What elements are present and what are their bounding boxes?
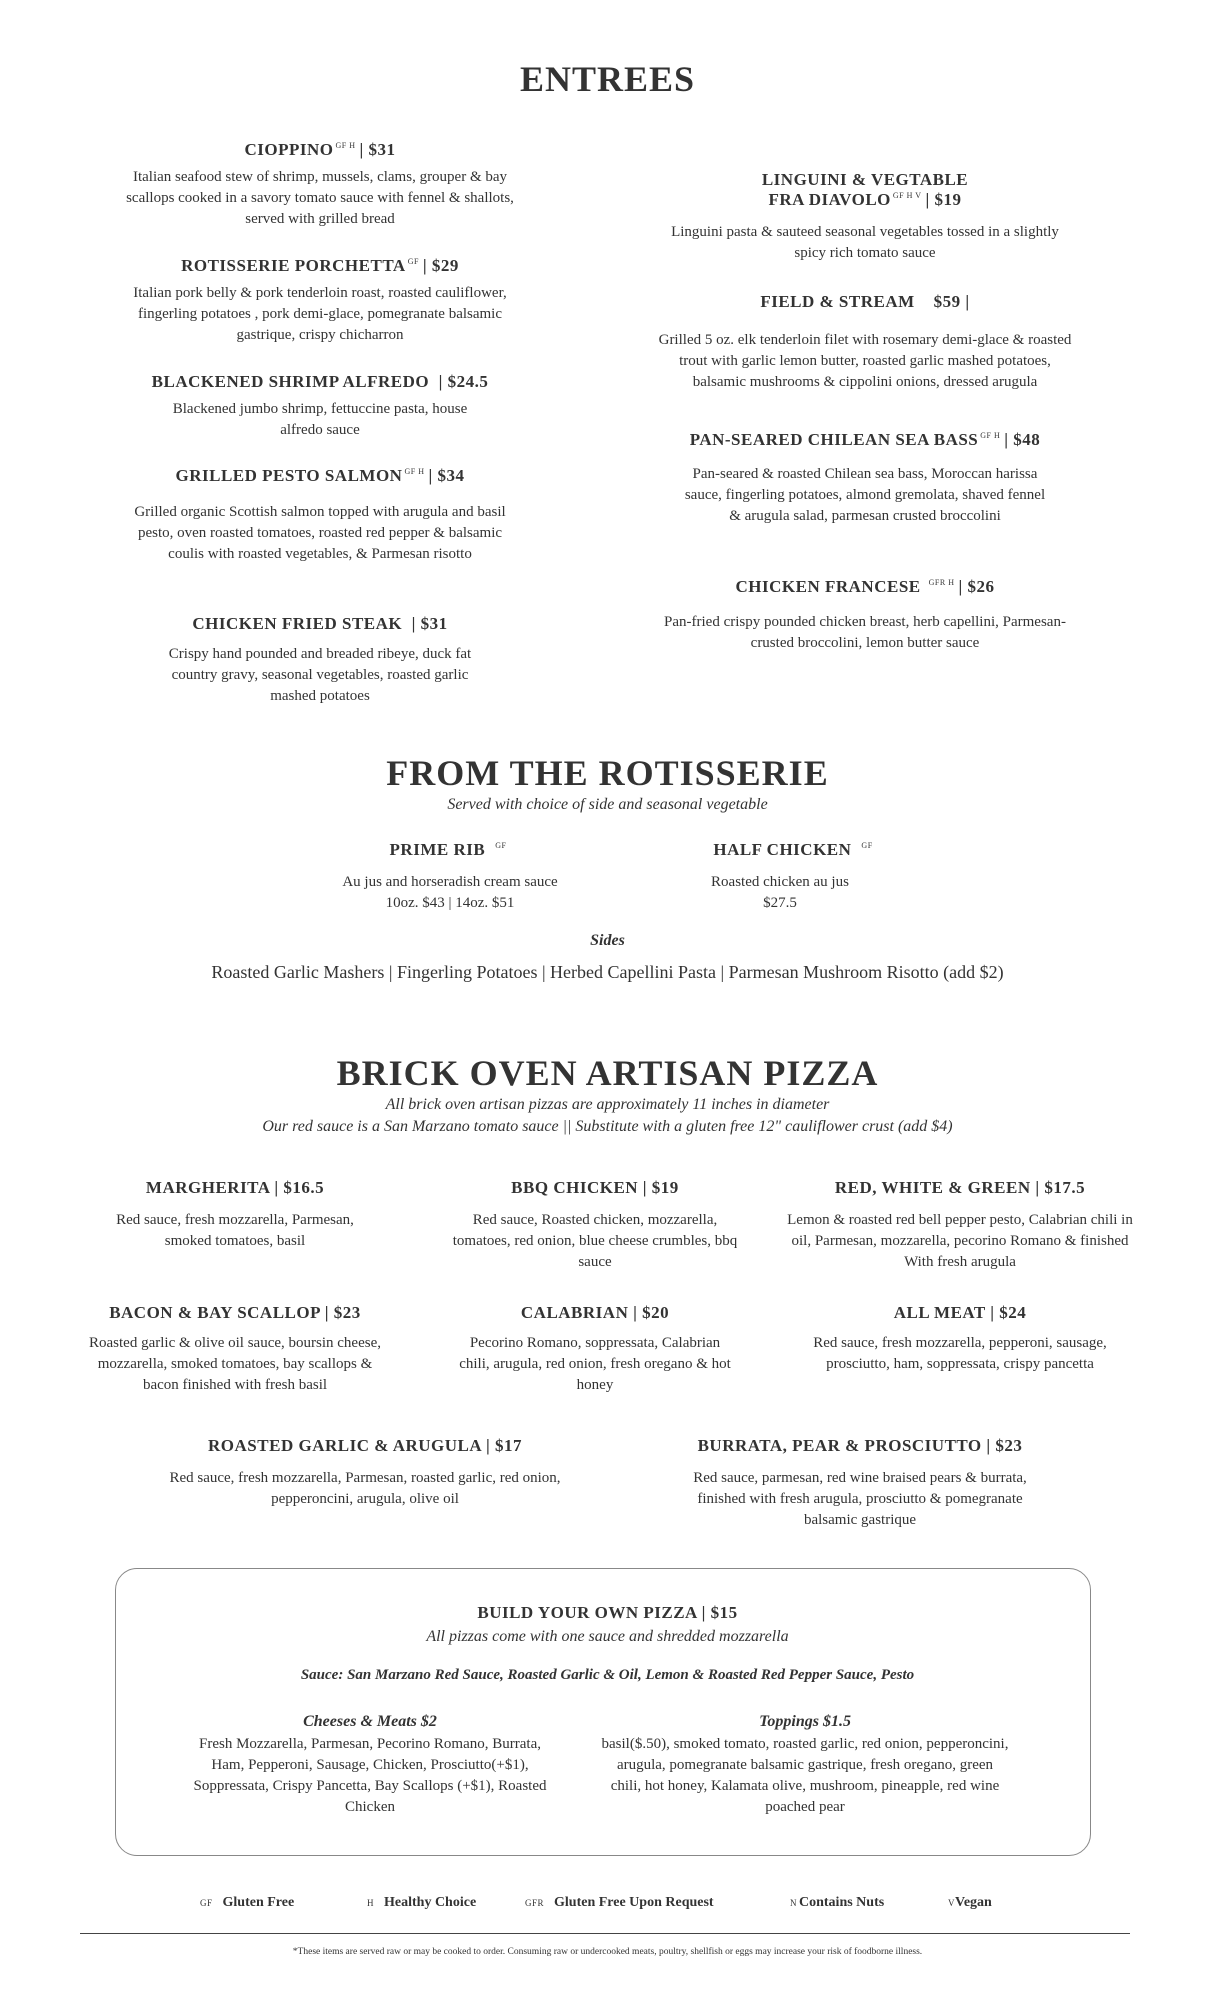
sides-list: Roasted Garlic Mashers | Fingerling Potatoes | Herbed Capellini Pasta | Parmesan Mushroom Risotto (add $2) <box>211 962 1004 982</box>
rotisserie-half-chicken <box>620 840 940 914</box>
toppings-label: Toppings $1.5 <box>759 1713 851 1730</box>
pizza-calabrian <box>455 1303 735 1396</box>
pizza-bacon-bay-scallop <box>80 1303 390 1396</box>
legend-gluten-free-request: GFR Gluten Free Upon Request <box>525 1895 714 1910</box>
footer-divider <box>80 1933 1130 1934</box>
item-description: Roasted garlic & olive oil sauce, boursin cheese, mozzarella, smoked tomatoes, bay scallops & bacon finished with fresh basil <box>89 1335 381 1393</box>
rotisserie-subheading: Served with choice of side and seasonal vegetable <box>447 796 768 813</box>
item-description: Red sauce, Roasted chicken, mozzarella, tomatoes, red onion, blue cheese crumbles, bbq sauce <box>452 1212 738 1270</box>
item-description: Roasted chicken au jus <box>711 874 849 890</box>
item-title: RED, WHITE & GREEN | $17.5 <box>834 1178 1086 1197</box>
pizza-bbq-chicken <box>445 1178 745 1273</box>
item-description: Crispy hand pounded and breaded ribeye, duck fat country gravy, seasonal vegetables, roasted garlic mashed potatoes <box>168 646 472 704</box>
item-title-line1: LINGUINI & VEGTABLE <box>761 170 969 189</box>
pizza-burrata-pear-prosciutto <box>660 1436 1060 1531</box>
build-sauce: Sauce: San Marzano Red Sauce, Roasted Garlic & Oil, Lemon & Roasted Red Pepper Sauce, Pesto <box>300 1667 915 1683</box>
item-title: PRIME RIB $^{GF}$ <box>389 840 507 859</box>
item-title: FRA DIAVOLO $^{GF H V}$ | $19 <box>768 190 962 209</box>
item-title: ALL MEAT | $24 <box>893 1303 1027 1322</box>
item-description: Linguini pasta & sauteed seasonal vegetables tossed in a slightly spicy rich tomato sauce <box>671 224 1059 261</box>
item-title: CIOPPINO $^{GF H}$ | $31 <box>244 140 396 159</box>
build-cheeses-meats <box>185 1713 555 1818</box>
toppings-description: basil($.50), smoked tomato, roasted garlic, red onion, pepperoncini, arugula, pomegranate balsamic gastrique, fresh oregano, green chili, hot honey, Kalamata olive, mushroom, pineapple, red wine poached pear <box>601 1736 1009 1815</box>
item-title: BLACKENED SHRIMP ALFREDO | $24.5 <box>151 372 489 391</box>
legend-vegan: VVegan <box>948 1895 992 1910</box>
footnote: *These items are served raw or may be cooked to order. Consuming raw or undercooked meats, poultry, shellfish or eggs may increase your risk of foodborne illness. <box>292 1947 923 1957</box>
item-title: GRILLED PESTO SALMON $^{GF H}$ | $34 <box>175 466 465 485</box>
item-title: HALF CHICKEN $^{GF}$ <box>713 840 873 859</box>
rotisserie-prime-rib <box>280 840 620 914</box>
build-title: BUILD YOUR OWN PIZZA | $15 <box>477 1603 738 1622</box>
item-title: BBQ CHICKEN | $19 <box>511 1178 679 1197</box>
pizza-note-sauce: Our red sauce is a San Marzano tomato sauce || Substitute with a gluten free 12" cauliflower crust (add $4) <box>262 1118 953 1135</box>
item-description: Italian pork belly & pork tenderloin roast, roasted cauliflower, fingerling potatoes , pork demi-glace, pomegranate balsamic gastrique, crispy chicharron <box>133 285 507 343</box>
item-description: Pan-seared & roasted Chilean sea bass, Moroccan harissa sauce, fingerling potatoes, almond gremolata, shaved fennel & arugula salad, parmesan crusted broccolini <box>684 466 1046 524</box>
entree-fra-diavolo <box>655 170 1075 264</box>
pizza-roasted-garlic-arugula <box>165 1436 565 1510</box>
legend-contains-nuts: N Contains Nuts <box>790 1895 885 1910</box>
entree-field-stream <box>655 292 1075 393</box>
item-description: Grilled 5 oz. elk tenderloin filet with rosemary demi-glace & roasted trout with garlic lemon butter, roasted garlic mashed potatoes, balsamic mushrooms & cippolini onions, dressed arugula <box>658 332 1072 390</box>
entree-chicken-fried-steak <box>110 614 530 707</box>
cheeses-description: Fresh Mozzarella, Parmesan, Pecorino Romano, Burrata, Ham, Pepperoni, Sausage, Chicken, Prosciutto(+$1), Soppressata, Crispy Pancetta, Bay Scallops (+$1), Roasted Chicken <box>193 1736 547 1815</box>
item-description: Pecorino Romano, soppressata, Calabrian chili, arugula, red onion, fresh oregano & hot honey <box>459 1335 731 1393</box>
cheeses-label: Cheeses & Meats $2 <box>303 1713 437 1730</box>
item-description: Red sauce, fresh mozzarella, Parmesan, smoked tomatoes, basil <box>116 1212 354 1249</box>
item-description: Pan-fried crispy pounded chicken breast, herb capellini, Parmesan-crusted broccolini, lemon butter sauce <box>664 614 1066 651</box>
rotisserie-heading: FROM THE ROTISSERIE <box>386 753 829 793</box>
build-toppings <box>600 1713 1010 1818</box>
item-description: Lemon & roasted red bell pepper pesto, Calabrian chili in oil, Parmesan, mozzarella, pecorino Romano & finished With fresh arugula <box>787 1212 1133 1270</box>
entrees-heading: ENTREES <box>519 59 696 99</box>
item-title: BACON & BAY SCALLOP | $23 <box>109 1303 361 1322</box>
legend-healthy-choice: H Healthy Choice <box>367 1895 477 1910</box>
item-title: CALABRIAN | $20 <box>520 1303 670 1322</box>
pizza-note-size: All brick oven artisan pizzas are approximately 11 inches in diameter <box>385 1096 830 1113</box>
item-title: BURRATA, PEAR & PROSCIUTTO | $23 <box>697 1436 1023 1455</box>
sides-label: Sides <box>590 932 625 949</box>
entree-porchetta <box>110 256 530 346</box>
entree-chicken-francese <box>655 577 1075 654</box>
item-title: ROTISSERIE PORCHETTA $^{GF}$ | $29 <box>181 256 459 275</box>
item-description: Red sauce, fresh mozzarella, Parmesan, roasted garlic, red onion, pepperoncini, arugula, olive oil <box>169 1470 561 1507</box>
item-description: Grilled organic Scottish salmon topped with arugula and basil pesto, oven roasted tomatoes, roasted red pepper & balsamic coulis with roasted vegetables, & Parmesan risotto <box>134 504 506 562</box>
item-price: $27.5 <box>763 895 797 911</box>
item-title: CHICKEN FRIED STEAK | $31 <box>192 614 448 633</box>
legend-gluten-free: GF Gluten Free <box>200 1895 295 1910</box>
item-description: Au jus and horseradish cream sauce <box>342 874 558 890</box>
entree-sea-bass <box>655 430 1075 527</box>
pizza-red-white-green <box>780 1178 1140 1273</box>
item-description: Red sauce, parmesan, red wine braised pears & burrata, finished with fresh arugula, prosciutto & pomegranate balsamic gastrique <box>693 1470 1027 1528</box>
build-subtitle: All pizzas come with one sauce and shredded mozzarella <box>426 1628 789 1645</box>
item-price: 10oz. $43 | 14oz. $51 <box>385 895 515 911</box>
item-description: Blackened jumbo shrimp, fettuccine pasta, house alfredo sauce <box>172 401 468 438</box>
item-title: ROASTED GARLIC & ARUGULA | $17 <box>208 1436 522 1455</box>
item-title: CHICKEN FRANCESE $^{GFR H}$ | $26 <box>735 577 995 596</box>
item-title: MARGHERITA | $16.5 <box>145 1178 325 1197</box>
entree-cioppino <box>110 140 530 230</box>
pizza-margherita <box>80 1178 390 1252</box>
item-title: PAN-SEARED CHILEAN SEA BASS $^{GF H}$ | $48 <box>689 430 1041 449</box>
entree-shrimp-alfredo <box>110 372 530 441</box>
pizza-all-meat <box>780 1303 1140 1375</box>
pizza-heading: BRICK OVEN ARTISAN PIZZA <box>336 1053 879 1093</box>
item-title: FIELD & STREAM $59 | <box>760 292 970 311</box>
item-description: Red sauce, fresh mozzarella, pepperoni, sausage, prosciutto, ham, soppressata, crispy pancetta <box>813 1335 1107 1372</box>
entree-pesto-salmon <box>110 466 530 565</box>
item-description: Italian seafood stew of shrimp, mussels, clams, grouper & bay scallops cooked in a savory tomato sauce with fennel & shallots, served with grilled bread <box>126 169 514 227</box>
